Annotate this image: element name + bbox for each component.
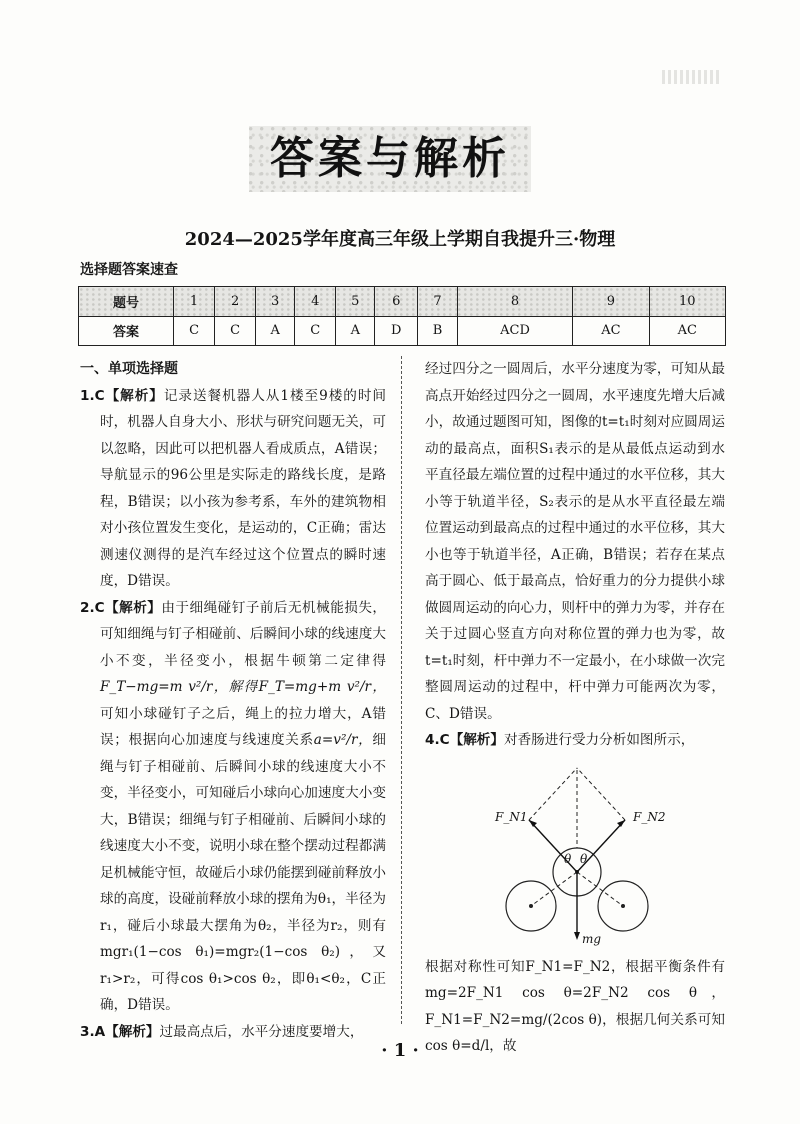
corner-stamp [662, 70, 722, 84]
answer-table [78, 286, 726, 346]
q3-text: 过最高点后，水平分速度要增大， [159, 1023, 364, 1040]
answer-row [79, 316, 726, 346]
answer-cell: ACD [457, 316, 572, 346]
answer-cell: D [375, 316, 418, 346]
question-number: 4 [295, 287, 336, 317]
solution-q2 [80, 595, 386, 1019]
answer-cell: A [336, 316, 375, 346]
question-number-row [79, 287, 726, 317]
right-roller-center-dot [621, 904, 625, 908]
question-number: 9 [573, 287, 649, 317]
section-title-single-choice: 一、单项选择题 [80, 361, 178, 377]
force-arrowhead-fn2 [617, 820, 625, 827]
label-fn1: F_N1 [495, 809, 528, 824]
force-diagram [425, 760, 725, 950]
left-roller-center-dot [529, 904, 533, 908]
question-number: 5 [336, 287, 375, 317]
label-theta-left: θ [564, 851, 572, 866]
force-diagram-svg [425, 760, 725, 950]
answer-cell: C [174, 316, 215, 346]
row-answer-label: 答案 [79, 316, 174, 346]
right-column [425, 356, 725, 1060]
answer-cell: C [215, 316, 256, 346]
question-number: 6 [375, 287, 418, 317]
main-title: 答案与解析 [270, 133, 510, 184]
column-divider [401, 356, 402, 1024]
q1-text: 记录送餐机器人从1楼至9楼的时间时，机器人自身大小、形状与研究问题无关，可以忽略，因此可以把机器人看成质点，A错误；导航显示的96公里是实际走的路线长度，是路程，B错误；以小孩为参考系，车外的建筑物相对小孩位置发生变化，是运动的，C正确；雷达测速仪测得的是汽车经过这个位置点的瞬时速度，D错误。 [100, 387, 386, 589]
answer-cell: C [295, 316, 336, 346]
solution-q4 [425, 727, 725, 754]
question-number: 10 [649, 287, 725, 317]
q4-label: 4.C【解析】 [425, 732, 504, 748]
question-number: 3 [256, 287, 295, 317]
answer-cell: AC [573, 316, 649, 346]
label-mg: mg [582, 931, 602, 946]
q2-text-b: 可知小球碰钉子之后，绳上的拉力增大，A错误；根据向心加速度与线速度关系 [100, 705, 386, 748]
q2-text-a: 由于细绳碰钉子前后无机械能损失，可知细绳与钉子相碰前、后瞬间小球的线速度大小不变，半径变小，根据牛顿第二定律得 [100, 599, 386, 669]
answer-cell: AC [649, 316, 725, 346]
answer-cell: A [256, 316, 295, 346]
question-number: 2 [215, 287, 256, 317]
question-number: 7 [418, 287, 458, 317]
force-arrowhead-fn1 [529, 820, 537, 827]
force-arrowhead-mg [574, 932, 580, 940]
document-subtitle: 2024—2025学年度高三年级上学期自我提升三·物理 [184, 229, 616, 250]
solution-q4-continued: 根据对称性可知F_N1=F_N2，根据平衡条件有mg=2F_N1 cos θ=2F_N2 cos θ，F_N1=F_N2=mg/(2cos θ)，根据几何关系可知cos θ=d/l，故 [425, 958, 725, 1054]
left-column [80, 356, 386, 1045]
diagram-dashed-line [529, 768, 577, 820]
q2-text-c: 细绳与钉子相碰前、后瞬间小球的线速度大小不变，半径变小，可知碰后小球向心加速度大小变大，B错误；细绳与钉子相碰前、后瞬间小球的线速度大小不变，说明小球在整个摆动过程都满足机械能守恒，故碰后小球仍能摆到碰前释放小球的高度，设碰前释放小球的摆角为θ₁，半径为r₁，碰后小球最大摆角为θ₂，半径为r₂，则有mgr₁(1−cos θ₁)=mgr₂(1−cos θ₂)，又r₁>r₂，可得cos θ₁>cos θ₂，即θ₁<θ₂，C正确，D错误。 [100, 732, 387, 1013]
q2-equation-tension: F_T−mg=m v²/r，解得F_T=mg+m v²/r， [100, 679, 386, 695]
diagram-dashed-line [577, 768, 625, 820]
page-number: · 1 · [381, 1040, 419, 1061]
q2-equation-acceleration: a=v²/r， [313, 732, 373, 748]
solution-q3-continued: 经过四分之一圆周后，水平分速度为零，可知从最高点开始经过四分之一圆周，水平速度先增大后减小，故通过题图可知，图像的t=t₁时刻对应圆周运动的最高点，面积S₁表示的是从最低点运动到水平直径最左端位置的过程中通过的水平位移，其大小等于轨道半径，S₂表示的是从水平直径最左端位置运动到最高点的过程中通过的水平位移，其大小也等于轨道半径，A正确，B错误；若存在某点高于圆心、低于最高点，恰好重力的分力提供小球做圆周运动的向心力，则杆中的弹力为零，并存在关于过圆心竖直方向对称位置的弹力也为零，故t=t₁时刻，杆中弹力不一定最小，在小球做一次完整圆周运动的过程中，杆中弹力可能两次为零，C、D错误。 [425, 361, 725, 722]
solution-q1 [80, 383, 386, 595]
question-number: 8 [457, 287, 572, 317]
q1-label: 1.C【解析】 [80, 387, 164, 404]
row-header-label: 题号 [79, 287, 174, 317]
q2-label: 2.C【解析】 [80, 599, 162, 616]
label-fn2: F_N2 [633, 809, 666, 824]
q4-text: 对香肠进行受力分析如图所示， [503, 732, 695, 748]
quick-answer-label: 选择题答案速查 [80, 262, 178, 278]
answer-cell: B [418, 316, 458, 346]
label-theta-right: θ [580, 851, 588, 866]
question-number: 1 [174, 287, 215, 317]
q3-label: 3.A【解析】 [80, 1023, 160, 1040]
